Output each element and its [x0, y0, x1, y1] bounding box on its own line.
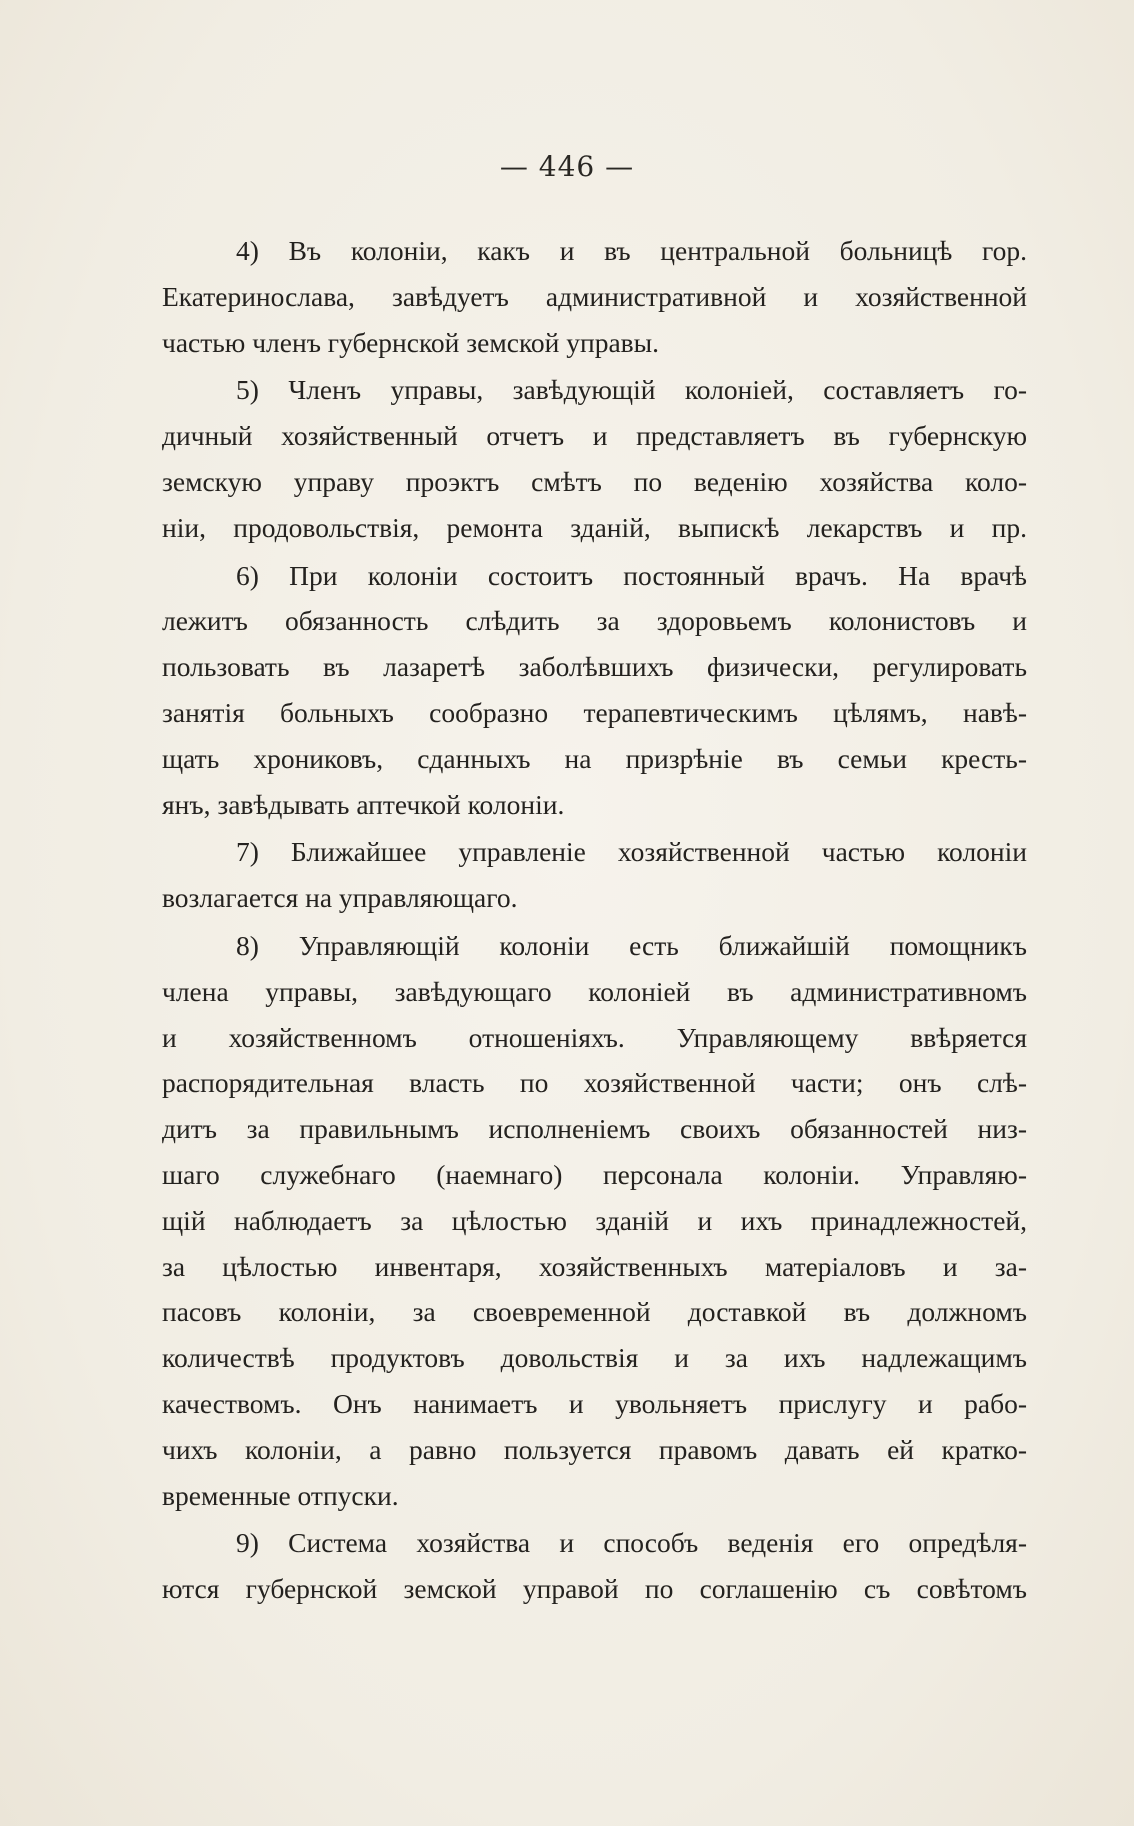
- paragraph-5: [162, 367, 1027, 550]
- paragraph-9: [162, 1520, 1027, 1612]
- text-line: чихъ колоніи, а равно пользуется правомъ давать ей кратко-: [162, 1433, 1027, 1465]
- text-line: распорядительная власть по хозяйственной части; онъ слѣ-: [162, 1067, 1027, 1099]
- text-line: 7) Ближайшее управленіе хозяйственной частью колоніи: [236, 836, 1027, 868]
- text-line: за цѣлостью инвентаря, хозяйственныхъ матеріаловъ и за-: [162, 1250, 1027, 1282]
- paragraph-7: [162, 829, 1027, 921]
- text-line: занятія больныхъ сообразно терапевтическимъ цѣлямъ, навѣ-: [162, 696, 1027, 728]
- paragraph-6: [162, 553, 1027, 828]
- text-line: дитъ за правильнымъ исполненіемъ своихъ обязанностей низ-: [162, 1113, 1027, 1145]
- text-line: лежитъ обязанность слѣдить за здоровьемъ колонистовъ и: [162, 605, 1027, 637]
- text-line: возлагается на управляющаго.: [162, 882, 518, 914]
- text-line: Екатеринослава, завѣдуетъ административной и хозяйственной: [162, 280, 1027, 312]
- page-number: — 446 —: [499, 150, 635, 183]
- text-line: земскую управу проэктъ смѣтъ по веденію хозяйства коло-: [162, 465, 1027, 497]
- text-line: пользовать въ лазаретѣ заболѣвшихъ физически, регулировать: [162, 651, 1027, 683]
- text-line: 6) При колоніи состоитъ постоянный врачъ. На врачѣ: [236, 559, 1027, 591]
- text-line: щать хрониковъ, сданныхъ на призрѣніе въ семьи кресть-: [162, 742, 1027, 774]
- paragraph-8: [162, 923, 1027, 1518]
- text-line: количествѣ продуктовъ довольствія и за ихъ надлежащимъ: [162, 1342, 1027, 1374]
- text-line: пасовъ колоніи, за своевременной доставкой въ должномъ: [162, 1296, 1027, 1328]
- text-line: дичный хозяйственный отчетъ и представляетъ въ губернскую: [162, 420, 1027, 452]
- text-line: янъ, завѣдывать аптечкой колоніи.: [162, 788, 565, 820]
- text-line: 9) Система хозяйства и способъ веденія его опредѣля-: [236, 1527, 1027, 1559]
- text-line: временные отпуски.: [162, 1479, 399, 1511]
- text-line: щій наблюдаетъ за цѣлостью зданій и ихъ принадлежностей,: [162, 1204, 1027, 1236]
- body-text: [162, 228, 1027, 1614]
- text-line: качествомъ. Онъ нанимаетъ и увольняетъ прислугу и рабо-: [162, 1387, 1027, 1419]
- text-line: ніи, продовольствія, ремонта зданій, выпискѣ лекарствъ и пр.: [162, 511, 1027, 543]
- text-line: ются губернской земской управой по соглашенію съ совѣтомъ: [162, 1573, 1027, 1605]
- text-line: 4) Въ колоніи, какъ и въ центральной больницѣ гор.: [236, 235, 1027, 266]
- text-line: шаго служебнаго (наемнаго) персонала колоніи. Управляю-: [162, 1158, 1027, 1190]
- text-line: 5) Членъ управы, завѣдующій колоніей, составляетъ го-: [236, 374, 1027, 406]
- text-line: 8) Управляющій колоніи есть ближайшій помощникъ: [236, 929, 1027, 961]
- paragraph-4: [162, 228, 1027, 365]
- text-line: и хозяйственномъ отношеніяхъ. Управляющему ввѣряется: [162, 1021, 1027, 1053]
- text-line: частью членъ губернской земской управы.: [162, 326, 660, 358]
- text-line: члена управы, завѣдующаго колоніей въ административномъ: [162, 975, 1027, 1007]
